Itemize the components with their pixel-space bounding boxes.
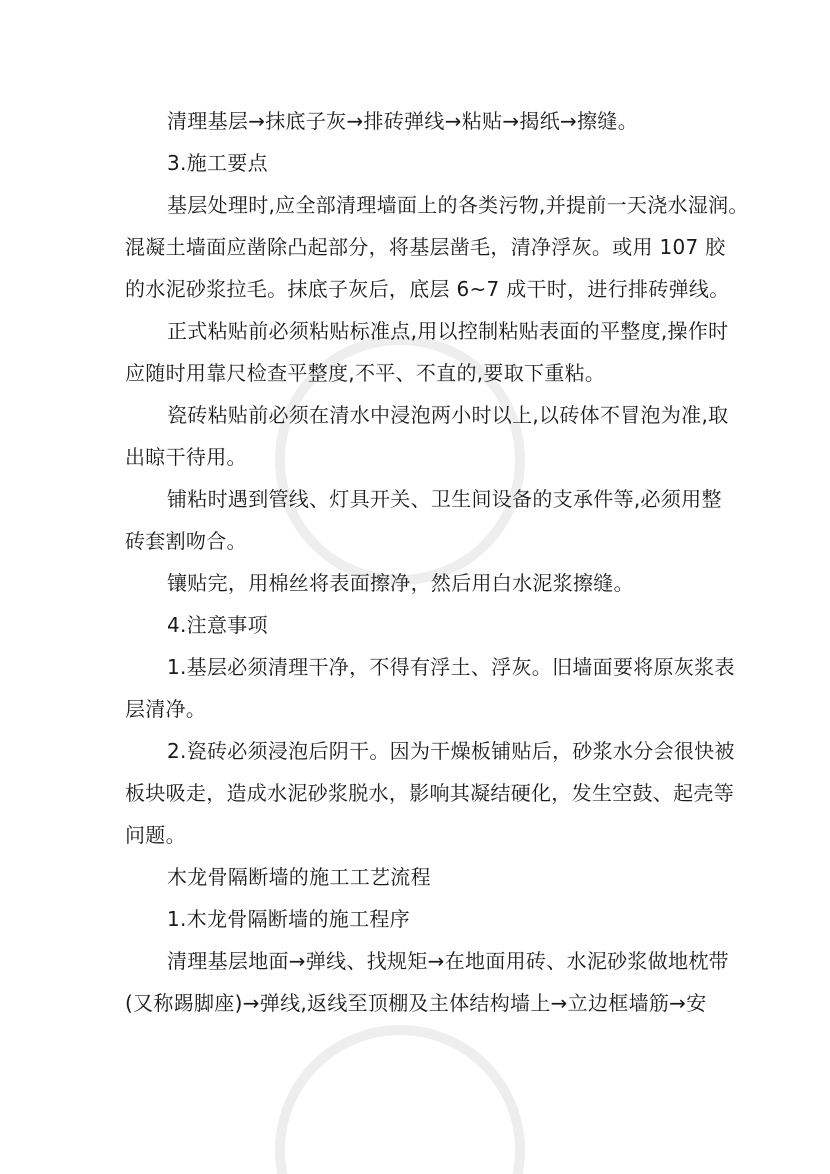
document-line: 出晾干待用。 (125, 445, 247, 469)
document-line: 2.瓷砖必须浸泡后阴干。因为干燥板铺贴后，砂浆水分会很快被 (167, 739, 735, 763)
document-line: 砖套割吻合。 (125, 529, 247, 553)
document-line: 清理基层→抹底子灰→排砖弹线→粘贴→揭纸→擦缝。 (167, 109, 638, 133)
document-line: 1.基层必须清理干净，不得有浮土、浮灰。旧墙面要将原灰浆表 (167, 655, 735, 679)
document-line: 问题。 (125, 823, 186, 847)
document-line: 镶贴完，用棉丝将表面擦净，然后用白水泥浆擦缝。 (167, 571, 634, 595)
document-line: 板块吸走，造成水泥砂浆脱水，影响其凝结硬化，发生空鼓、起壳等 (125, 781, 734, 805)
document-line: 铺粘时遇到管线、灯具开关、卫生间设备的支承件等,必须用整 (167, 487, 722, 511)
document-line: 的水泥砂浆拉毛。抹底子灰后，底层 6~7 成干时，进行排砖弹线。 (125, 277, 730, 301)
document-line: 正式粘贴前必须粘贴标准点,用以控制粘贴表面的平整度,操作时 (167, 319, 729, 343)
document-line: 3.施工要点 (167, 151, 268, 175)
document-line: 4.注意事项 (167, 613, 268, 637)
watermark-seal-ring (280, 1030, 520, 1174)
document-body (125, 100, 749, 1024)
document-line: 层清净。 (125, 697, 207, 721)
document-line: 混凝土墙面应凿除凸起部分，将基层凿毛，清净浮灰。或用 107 胶 (125, 235, 726, 259)
document-line: 应随时用靠尺检查平整度,不平、不直的,要取下重粘。 (125, 361, 606, 385)
document-line: 1.木龙骨隔断墙的施工程序 (167, 907, 410, 931)
document-line: 瓷砖粘贴前必须在清水中浸泡两小时以上,以砖体不冒泡为准,取 (167, 403, 729, 427)
document-line: (又称踢脚座)→弹线,返线至顶棚及主体结构墙上→立边框墙筋→安 (125, 991, 707, 1015)
document-line: 基层处理时,应全部清理墙面上的各类污物,并提前一天浇水湿润。 (167, 193, 749, 217)
document-line: 清理基层地面→弹线、找规矩→在地面用砖、水泥砂浆做地枕带 (167, 949, 729, 973)
document-line: 木龙骨隔断墙的施工工艺流程 (167, 865, 431, 889)
